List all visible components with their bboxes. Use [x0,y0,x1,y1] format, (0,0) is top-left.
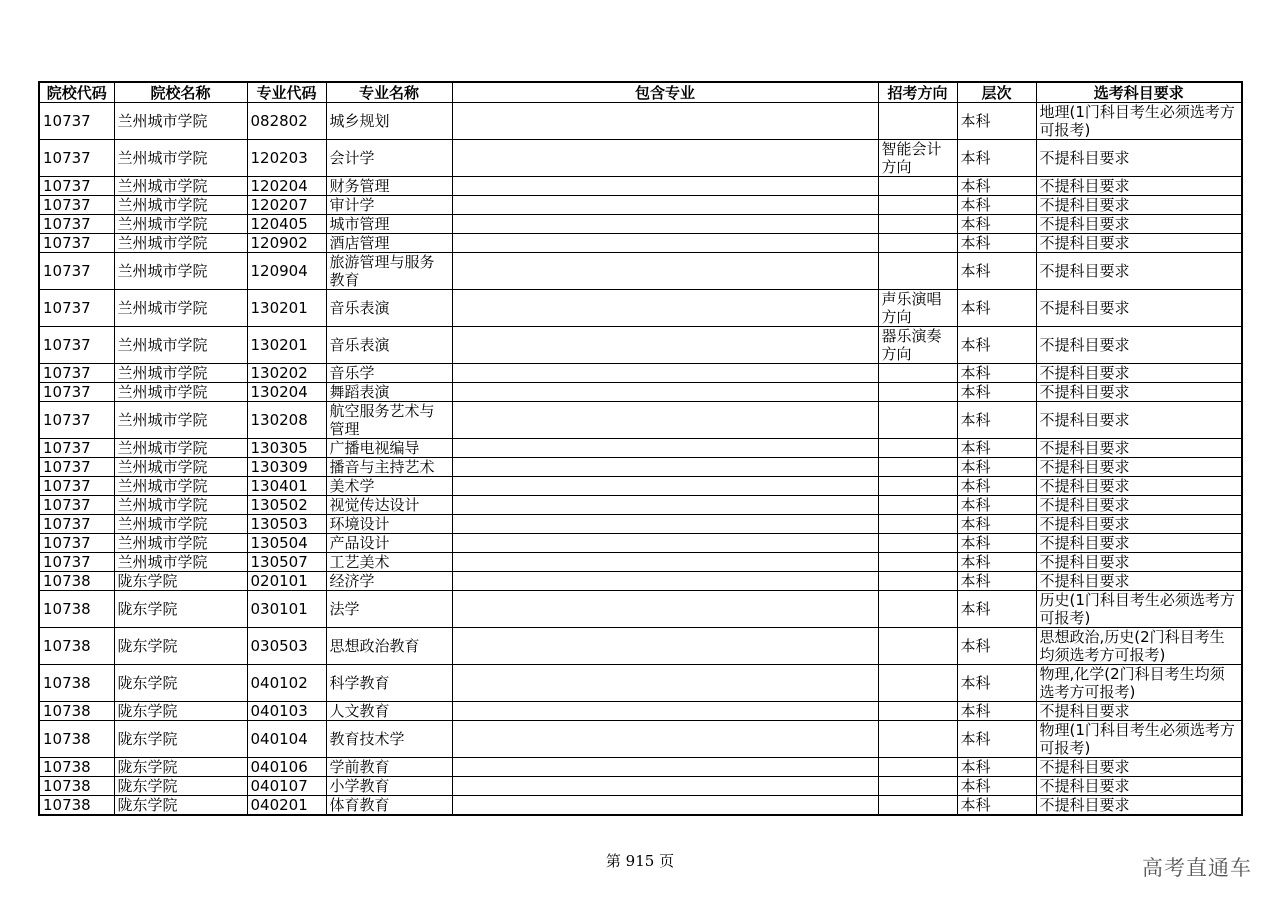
major-name-cell: 广播电视编导 [326,439,452,458]
school-code-cell: 10737 [39,140,114,177]
subject-requirement-cell: 不提科目要求 [1036,402,1242,439]
direction-cell [878,364,957,383]
subject-requirement-cell: 不提科目要求 [1036,439,1242,458]
table-row [39,439,1242,458]
col-header-included-majors: 包含专业 [452,82,878,103]
subject-requirement-cell: 不提科目要求 [1036,515,1242,534]
major-name-cell: 法学 [326,591,452,628]
table-row [39,758,1242,777]
direction-cell [878,628,957,665]
major-code-cell: 030101 [247,591,326,628]
level-cell: 本科 [957,439,1036,458]
included-majors-cell [452,177,878,196]
school-code-cell: 10737 [39,458,114,477]
table-row [39,402,1242,439]
header-row [39,82,1242,103]
major-code-cell: 130204 [247,383,326,402]
included-majors-cell [452,196,878,215]
level-cell: 本科 [957,496,1036,515]
table-row [39,721,1242,758]
table-row [39,290,1242,327]
level-cell: 本科 [957,383,1036,402]
subject-requirement-cell: 思想政治,历史(2门科目考生均须选考方可报考) [1036,628,1242,665]
major-name-cell: 经济学 [326,572,452,591]
level-cell: 本科 [957,327,1036,364]
major-name-cell: 视觉传达设计 [326,496,452,515]
table-row [39,496,1242,515]
included-majors-cell [452,515,878,534]
major-name-cell: 财务管理 [326,177,452,196]
major-code-cell: 120902 [247,234,326,253]
major-code-cell: 130401 [247,477,326,496]
table-body [39,103,1242,816]
level-cell: 本科 [957,196,1036,215]
school-name-cell: 陇东学院 [114,665,247,702]
table-row [39,177,1242,196]
subject-requirement-cell: 不提科目要求 [1036,458,1242,477]
school-name-cell: 兰州城市学院 [114,177,247,196]
col-header-subject-requirement: 选考科目要求 [1036,82,1242,103]
school-name-cell: 兰州城市学院 [114,553,247,572]
major-code-cell: 130504 [247,534,326,553]
direction-cell [878,215,957,234]
major-name-cell: 人文教育 [326,702,452,721]
direction-cell [878,702,957,721]
table-row [39,103,1242,140]
level-cell: 本科 [957,140,1036,177]
table-row [39,327,1242,364]
included-majors-cell [452,383,878,402]
included-majors-cell [452,777,878,796]
major-name-cell: 音乐表演 [326,327,452,364]
school-code-cell: 10737 [39,439,114,458]
level-cell: 本科 [957,777,1036,796]
level-cell: 本科 [957,290,1036,327]
direction-cell [878,383,957,402]
included-majors-cell [452,290,878,327]
major-code-cell: 040104 [247,721,326,758]
major-code-cell: 082802 [247,103,326,140]
school-code-cell: 10737 [39,515,114,534]
major-name-cell: 科学教育 [326,665,452,702]
school-code-cell: 10738 [39,777,114,796]
major-name-cell: 旅游管理与服务教育 [326,253,452,290]
table-row [39,383,1242,402]
direction-cell [878,177,957,196]
direction-cell [878,534,957,553]
school-name-cell: 兰州城市学院 [114,253,247,290]
direction-cell [878,458,957,477]
included-majors-cell [452,103,878,140]
table-row [39,477,1242,496]
school-name-cell: 兰州城市学院 [114,496,247,515]
included-majors-cell [452,496,878,515]
subject-requirement-cell: 不提科目要求 [1036,290,1242,327]
direction-cell [878,572,957,591]
school-code-cell: 10738 [39,702,114,721]
direction-cell [878,665,957,702]
school-name-cell: 陇东学院 [114,796,247,816]
school-name-cell: 兰州城市学院 [114,534,247,553]
school-code-cell: 10737 [39,177,114,196]
major-code-cell: 130208 [247,402,326,439]
major-name-cell: 舞蹈表演 [326,383,452,402]
school-name-cell: 兰州城市学院 [114,515,247,534]
included-majors-cell [452,758,878,777]
school-code-cell: 10738 [39,665,114,702]
subject-requirement-cell: 不提科目要求 [1036,553,1242,572]
direction-cell [878,721,957,758]
subject-requirement-cell: 不提科目要求 [1036,796,1242,816]
school-code-cell: 10737 [39,327,114,364]
direction-cell [878,402,957,439]
major-name-cell: 思想政治教育 [326,628,452,665]
school-name-cell: 兰州城市学院 [114,140,247,177]
major-code-cell: 040106 [247,758,326,777]
included-majors-cell [452,721,878,758]
included-majors-cell [452,327,878,364]
school-code-cell: 10737 [39,496,114,515]
direction-cell [878,103,957,140]
major-name-cell: 环境设计 [326,515,452,534]
school-name-cell: 兰州城市学院 [114,234,247,253]
direction-cell [878,591,957,628]
school-code-cell: 10738 [39,572,114,591]
major-code-cell: 030503 [247,628,326,665]
level-cell: 本科 [957,721,1036,758]
major-name-cell: 体育教育 [326,796,452,816]
subject-requirement-cell: 历史(1门科目考生必须选考方可报考) [1036,591,1242,628]
school-name-cell: 陇东学院 [114,702,247,721]
school-name-cell: 兰州城市学院 [114,196,247,215]
major-code-cell: 130507 [247,553,326,572]
table-row [39,534,1242,553]
school-code-cell: 10737 [39,196,114,215]
school-name-cell: 兰州城市学院 [114,103,247,140]
level-cell: 本科 [957,177,1036,196]
direction-cell [878,234,957,253]
subject-requirement-cell: 物理(1门科目考生必须选考方可报考) [1036,721,1242,758]
level-cell: 本科 [957,364,1036,383]
level-cell: 本科 [957,796,1036,816]
school-name-cell: 兰州城市学院 [114,290,247,327]
major-code-cell: 130305 [247,439,326,458]
subject-requirement-cell: 不提科目要求 [1036,702,1242,721]
school-code-cell: 10737 [39,103,114,140]
table-row [39,215,1242,234]
col-header-major-name: 专业名称 [326,82,452,103]
direction-cell: 声乐演唱方向 [878,290,957,327]
included-majors-cell [452,534,878,553]
table-row [39,591,1242,628]
major-name-cell: 音乐学 [326,364,452,383]
table-row [39,253,1242,290]
subject-requirement-cell: 不提科目要求 [1036,777,1242,796]
school-code-cell: 10738 [39,628,114,665]
level-cell: 本科 [957,234,1036,253]
major-code-cell: 020101 [247,572,326,591]
subject-requirement-cell: 地理(1门科目考生必须选考方可报考) [1036,103,1242,140]
subject-requirement-cell: 不提科目要求 [1036,253,1242,290]
school-code-cell: 10737 [39,364,114,383]
major-code-cell: 130202 [247,364,326,383]
major-code-cell: 130309 [247,458,326,477]
included-majors-cell [452,234,878,253]
school-name-cell: 陇东学院 [114,721,247,758]
subject-requirement-cell: 不提科目要求 [1036,572,1242,591]
school-name-cell: 兰州城市学院 [114,327,247,364]
table-row [39,665,1242,702]
major-name-cell: 小学教育 [326,777,452,796]
major-code-cell: 120203 [247,140,326,177]
major-code-cell: 130201 [247,290,326,327]
admission-table [38,81,1243,816]
school-name-cell: 兰州城市学院 [114,458,247,477]
major-name-cell: 会计学 [326,140,452,177]
table-row [39,140,1242,177]
major-code-cell: 130503 [247,515,326,534]
school-code-cell: 10738 [39,721,114,758]
level-cell: 本科 [957,702,1036,721]
included-majors-cell [452,140,878,177]
col-header-level: 层次 [957,82,1036,103]
major-code-cell: 040103 [247,702,326,721]
major-name-cell: 酒店管理 [326,234,452,253]
level-cell: 本科 [957,477,1036,496]
included-majors-cell [452,215,878,234]
included-majors-cell [452,665,878,702]
school-name-cell: 兰州城市学院 [114,215,247,234]
direction-cell [878,758,957,777]
included-majors-cell [452,364,878,383]
school-name-cell: 兰州城市学院 [114,439,247,458]
subject-requirement-cell: 不提科目要求 [1036,234,1242,253]
direction-cell [878,515,957,534]
col-header-major-code: 专业代码 [247,82,326,103]
major-code-cell: 040107 [247,777,326,796]
level-cell: 本科 [957,458,1036,477]
school-code-cell: 10737 [39,215,114,234]
subject-requirement-cell: 不提科目要求 [1036,364,1242,383]
major-name-cell: 城市管理 [326,215,452,234]
major-name-cell: 教育技术学 [326,721,452,758]
school-code-cell: 10737 [39,477,114,496]
school-name-cell: 兰州城市学院 [114,364,247,383]
included-majors-cell [452,477,878,496]
major-name-cell: 音乐表演 [326,290,452,327]
level-cell: 本科 [957,758,1036,777]
included-majors-cell [452,572,878,591]
direction-cell [878,553,957,572]
school-code-cell: 10737 [39,534,114,553]
table-row [39,628,1242,665]
included-majors-cell [452,796,878,816]
level-cell: 本科 [957,665,1036,702]
school-name-cell: 陇东学院 [114,572,247,591]
subject-requirement-cell: 不提科目要求 [1036,534,1242,553]
major-code-cell: 120204 [247,177,326,196]
direction-cell: 智能会计方向 [878,140,957,177]
page-number: 第 915 页 [605,852,675,870]
subject-requirement-cell: 不提科目要求 [1036,177,1242,196]
major-name-cell: 播音与主持艺术 [326,458,452,477]
level-cell: 本科 [957,215,1036,234]
included-majors-cell [452,458,878,477]
subject-requirement-cell: 不提科目要求 [1036,215,1242,234]
school-code-cell: 10737 [39,253,114,290]
school-code-cell: 10737 [39,402,114,439]
school-code-cell: 10737 [39,290,114,327]
direction-cell [878,439,957,458]
school-code-cell: 10738 [39,758,114,777]
school-name-cell: 陇东学院 [114,777,247,796]
major-code-cell: 040102 [247,665,326,702]
direction-cell [878,496,957,515]
major-name-cell: 城乡规划 [326,103,452,140]
included-majors-cell [452,553,878,572]
table-row [39,364,1242,383]
level-cell: 本科 [957,572,1036,591]
major-code-cell: 120405 [247,215,326,234]
direction-cell: 器乐演奏方向 [878,327,957,364]
school-code-cell: 10737 [39,553,114,572]
level-cell: 本科 [957,534,1036,553]
col-header-school-code: 院校代码 [39,82,114,103]
subject-requirement-cell: 不提科目要求 [1036,383,1242,402]
table-row [39,515,1242,534]
major-code-cell: 040201 [247,796,326,816]
major-code-cell: 120207 [247,196,326,215]
included-majors-cell [452,253,878,290]
school-code-cell: 10738 [39,591,114,628]
major-name-cell: 美术学 [326,477,452,496]
school-name-cell: 兰州城市学院 [114,383,247,402]
major-name-cell: 航空服务艺术与管理 [326,402,452,439]
table-row [39,796,1242,816]
table-row [39,572,1242,591]
level-cell: 本科 [957,553,1036,572]
table-row [39,702,1242,721]
table-row [39,234,1242,253]
table-row [39,458,1242,477]
school-code-cell: 10738 [39,796,114,816]
school-name-cell: 兰州城市学院 [114,477,247,496]
direction-cell [878,253,957,290]
direction-cell [878,796,957,816]
major-code-cell: 130201 [247,327,326,364]
subject-requirement-cell: 不提科目要求 [1036,477,1242,496]
subject-requirement-cell: 不提科目要求 [1036,140,1242,177]
level-cell: 本科 [957,402,1036,439]
major-code-cell: 130502 [247,496,326,515]
subject-requirement-cell: 物理,化学(2门科目考生均须选考方可报考) [1036,665,1242,702]
table-row [39,196,1242,215]
subject-requirement-cell: 不提科目要求 [1036,327,1242,364]
school-name-cell: 兰州城市学院 [114,402,247,439]
direction-cell [878,777,957,796]
level-cell: 本科 [957,253,1036,290]
level-cell: 本科 [957,628,1036,665]
col-header-direction: 招考方向 [878,82,957,103]
table-row [39,553,1242,572]
level-cell: 本科 [957,591,1036,628]
level-cell: 本科 [957,515,1036,534]
major-name-cell: 产品设计 [326,534,452,553]
major-name-cell: 工艺美术 [326,553,452,572]
major-name-cell: 学前教育 [326,758,452,777]
included-majors-cell [452,439,878,458]
watermark-logo: 高考直通车 [1142,856,1252,880]
major-code-cell: 120904 [247,253,326,290]
table-row [39,777,1242,796]
direction-cell [878,196,957,215]
included-majors-cell [452,402,878,439]
school-name-cell: 陇东学院 [114,758,247,777]
included-majors-cell [452,628,878,665]
subject-requirement-cell: 不提科目要求 [1036,196,1242,215]
school-name-cell: 陇东学院 [114,591,247,628]
school-code-cell: 10737 [39,234,114,253]
school-name-cell: 陇东学院 [114,628,247,665]
included-majors-cell [452,591,878,628]
subject-requirement-cell: 不提科目要求 [1036,496,1242,515]
included-majors-cell [452,702,878,721]
direction-cell [878,477,957,496]
school-code-cell: 10737 [39,383,114,402]
subject-requirement-cell: 不提科目要求 [1036,758,1242,777]
col-header-school-name: 院校名称 [114,82,247,103]
major-name-cell: 审计学 [326,196,452,215]
level-cell: 本科 [957,103,1036,140]
